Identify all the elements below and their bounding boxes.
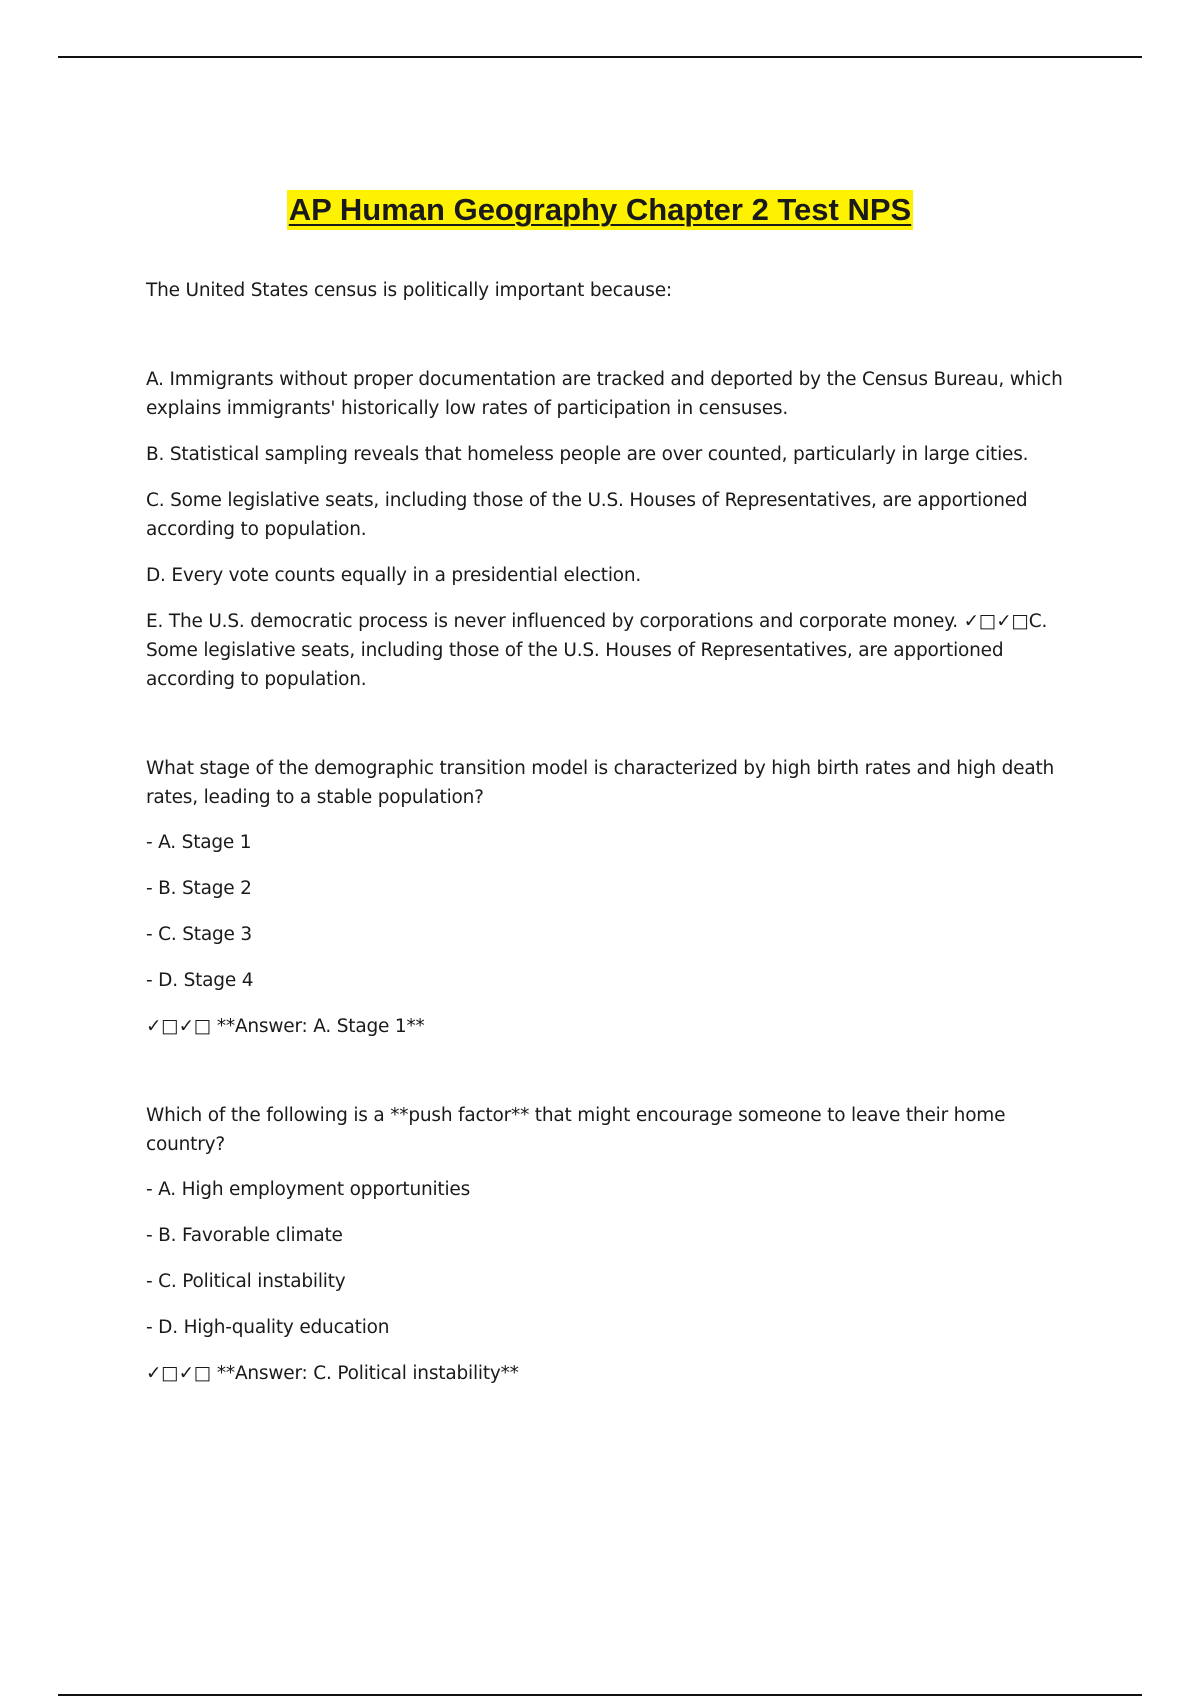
answer-key: ✓□✓□ **Answer: A. Stage 1** <box>146 1016 425 1037</box>
answer-option: B. Statistical sampling reveals that homeless people are over counted, particularly in large cities. <box>146 444 1029 465</box>
answer-option: - B. Favorable climate <box>146 1225 343 1246</box>
question-3 <box>146 1101 1086 1388</box>
answer-option: A. Immigrants without proper documentation are tracked and deported by the Census Bureau, which explains immigrants' historically low rates of participation in censuses. <box>146 369 1063 419</box>
answer-option: - A. High employment opportunities <box>146 1179 471 1200</box>
bottom-rule <box>58 1694 1142 1696</box>
title-area <box>0 190 1200 230</box>
answer-option: - A. Stage 1 <box>146 832 252 853</box>
answer-option: E. The U.S. democratic process is never influenced by corporations and corporate money. ✓□✓□C. Some legislative seats, including those of the U.S. Houses of Representatives, are apportioned according to population. <box>146 611 1048 690</box>
question-1 <box>146 276 1086 694</box>
answer-option: D. Every vote counts equally in a presidential election. <box>146 565 642 586</box>
question-prompt: What stage of the demographic transition model is characterized by high birth rates and high death rates, leading to a stable population? <box>146 758 1055 808</box>
answer-option: - C. Political instability <box>146 1271 346 1292</box>
top-rule <box>58 56 1142 58</box>
question-prompt: Which of the following is a **push factor** that might encourage someone to leave their home country? <box>146 1105 1006 1155</box>
document-body <box>146 276 1086 1388</box>
answer-option: - D. Stage 4 <box>146 970 254 991</box>
answer-option: C. Some legislative seats, including those of the U.S. Houses of Representatives, are apportioned according to population. <box>146 490 1028 540</box>
answer-option: - C. Stage 3 <box>146 924 252 945</box>
answer-option: - B. Stage 2 <box>146 878 252 899</box>
document-title: AP Human Geography Chapter 2 Test NPS <box>287 190 913 230</box>
answer-key: ✓□✓□ **Answer: C. Political instability** <box>146 1363 519 1384</box>
question-2 <box>146 754 1086 1041</box>
question-prompt: The United States census is politically important because: <box>146 280 672 301</box>
answer-option: - D. High-quality education <box>146 1317 390 1338</box>
